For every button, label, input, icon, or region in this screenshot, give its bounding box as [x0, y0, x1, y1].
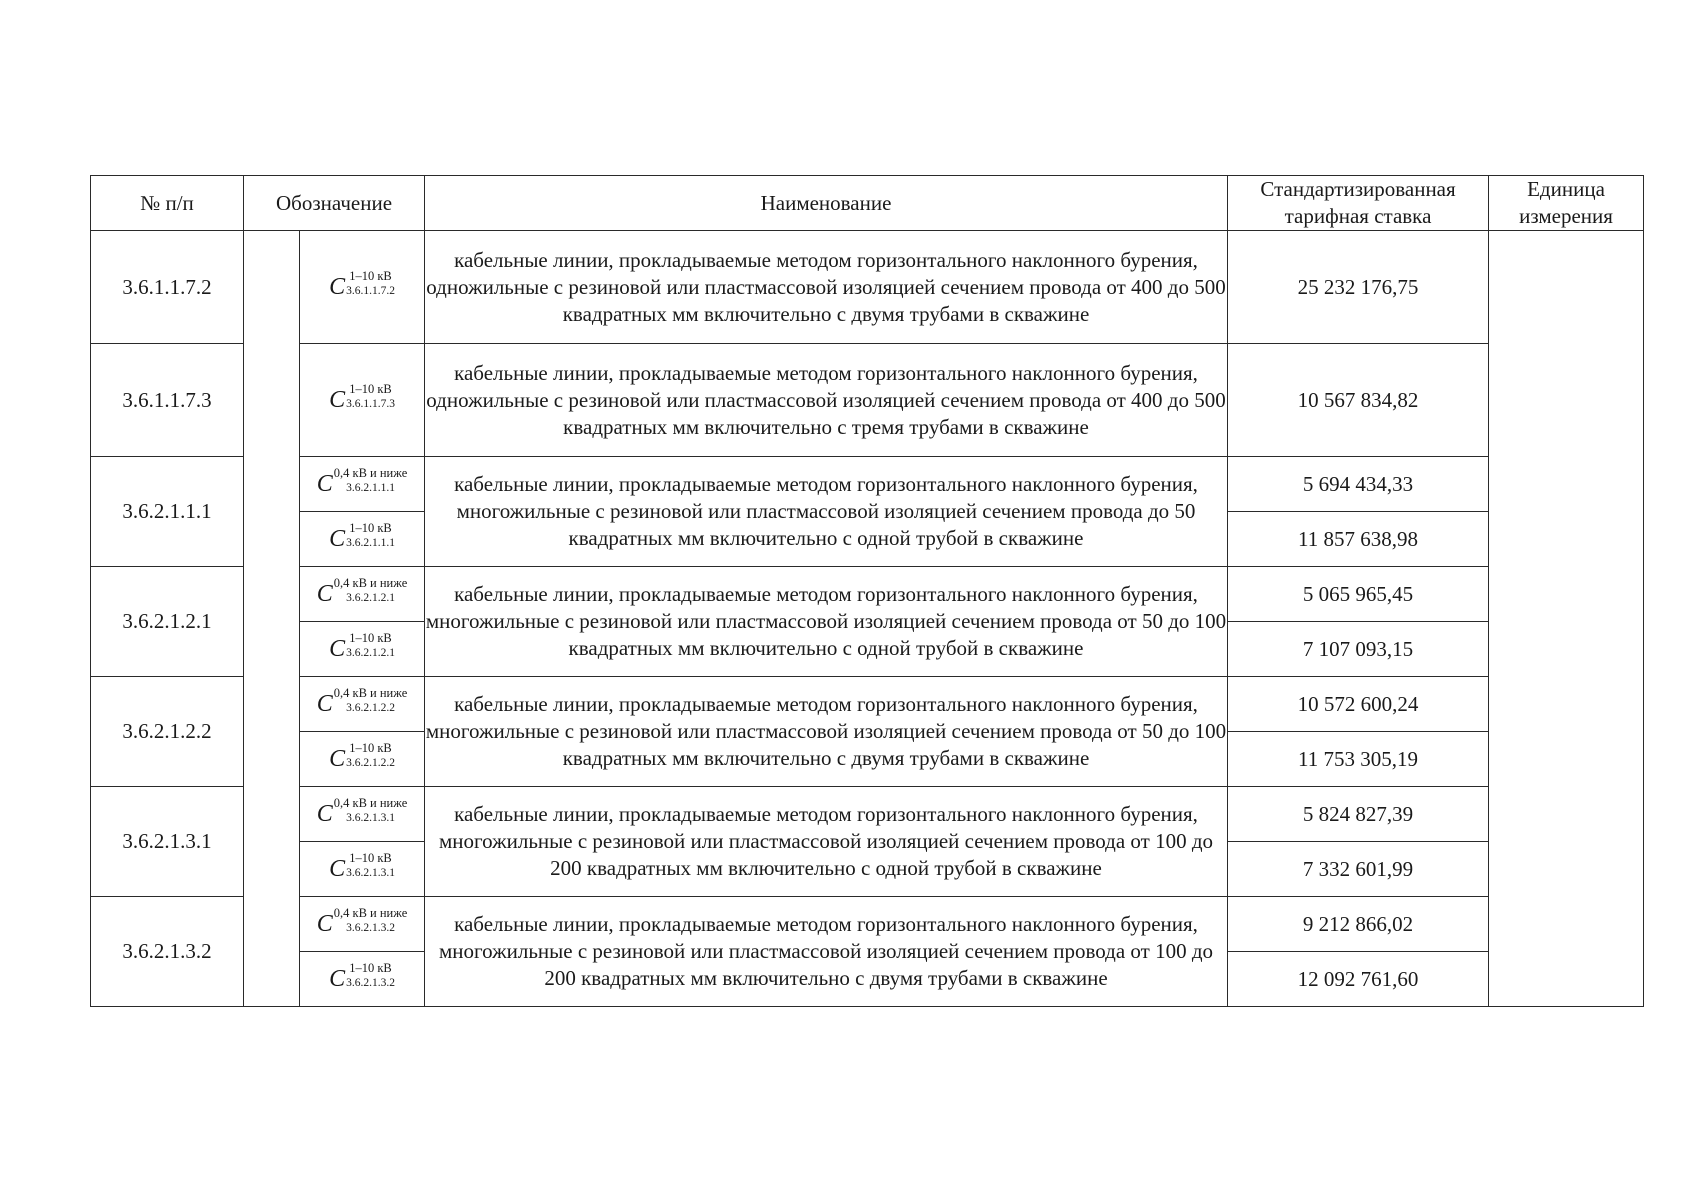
designation-symbol: [300, 677, 425, 732]
tariff-rate: 7 107 093,15: [1228, 622, 1489, 677]
designation-symbol: [300, 457, 425, 512]
symbol-subscript: 3.6.2.1.2.2: [346, 756, 395, 769]
header-unit: Единица измерения: [1489, 176, 1644, 231]
symbol-superscript: 1–10 кВ: [349, 850, 392, 865]
row-description: кабельные линии, прокладываемые методом горизонтального наклонного бурения, одножильные с резиновой или пластмассовой изоляцией сечением провода от 400 до 500 квадратных мм включительно с тремя трубами в скважине: [425, 344, 1228, 457]
symbol-superscript: 1–10 кВ: [349, 960, 392, 975]
table-row: [91, 457, 1644, 512]
designation-symbol: [300, 622, 425, 677]
symbol-subscript: 3.6.2.1.2.1: [346, 591, 395, 604]
table-row: [91, 567, 1644, 622]
symbol-letter: C: [329, 386, 346, 413]
row-description: кабельные линии, прокладываемые методом горизонтального наклонного бурения, многожильные с резиновой или пластмассовой изоляцией сечением провода от 50 до 100 квадратных мм включительно с одной трубой в скважине: [425, 567, 1228, 677]
symbol-letter: C: [316, 580, 333, 607]
symbol-letter: C: [329, 745, 346, 772]
table-body: [91, 231, 1644, 1007]
symbol-superscript: 1–10 кВ: [349, 630, 392, 645]
header-row: [91, 176, 1644, 231]
tariff-rate: 11 857 638,98: [1228, 512, 1489, 567]
symbol-superscript: 1–10 кВ: [349, 740, 392, 755]
symbol-letter: C: [329, 965, 346, 992]
row-description: кабельные линии, прокладываемые методом горизонтального наклонного бурения, многожильные с резиновой или пластмассовой изоляцией сечением провода от 50 до 100 квадратных мм включительно с двумя трубами в скважине: [425, 677, 1228, 787]
row-number: 3.6.2.1.1.1: [91, 457, 244, 567]
symbol-superscript: 0,4 кВ и ниже: [333, 795, 408, 810]
tariff-rate: 5 694 434,33: [1228, 457, 1489, 512]
symbol-letter: C: [316, 910, 333, 937]
row-number: 3.6.1.1.7.2: [91, 231, 244, 344]
header-num: № п/п: [91, 176, 244, 231]
table-row: [91, 677, 1644, 732]
header-rate: Стандартизированная тарифная ставка: [1228, 176, 1489, 231]
row-description: кабельные линии, прокладываемые методом горизонтального наклонного бурения, многожильные с резиновой или пластмассовой изоляцией сечением провода от 100 до 200 квадратных мм включительно с одной трубой в скважине: [425, 787, 1228, 897]
header-name: Наименование: [425, 176, 1228, 231]
symbol-subscript: 3.6.1.1.7.2: [346, 284, 395, 297]
row-number: 3.6.2.1.3.2: [91, 897, 244, 1007]
tariff-rate: 9 212 866,02: [1228, 897, 1489, 952]
symbol-superscript: 0,4 кВ и ниже: [333, 685, 408, 700]
row-number: 3.6.2.1.3.1: [91, 787, 244, 897]
tariff-rate: 11 753 305,19: [1228, 732, 1489, 787]
symbol-letter: C: [316, 690, 333, 717]
symbol-letter: C: [329, 635, 346, 662]
row-number: 3.6.2.1.2.1: [91, 567, 244, 677]
table-row: [91, 344, 1644, 457]
symbol-subscript: 3.6.2.1.3.1: [346, 811, 395, 824]
row-number: 3.6.2.1.2.2: [91, 677, 244, 787]
symbol-superscript: 0,4 кВ и ниже: [333, 905, 408, 920]
tariff-rate: 10 572 600,24: [1228, 677, 1489, 732]
symbol-letter: C: [329, 855, 346, 882]
row-description: кабельные линии, прокладываемые методом горизонтального наклонного бурения, многожильные с резиновой или пластмассовой изоляцией сечением провода от 100 до 200 квадратных мм включительно с двумя трубами в скважине: [425, 897, 1228, 1007]
row-number: 3.6.1.1.7.3: [91, 344, 244, 457]
table-row: [91, 231, 1644, 344]
designation-symbol: [300, 732, 425, 787]
designation-symbol: [300, 842, 425, 897]
header-designation: Обозначение: [244, 176, 425, 231]
tariff-rate: 10 567 834,82: [1228, 344, 1489, 457]
tariff-rate: 5 065 965,45: [1228, 567, 1489, 622]
symbol-letter: C: [316, 800, 333, 827]
table-row: [91, 787, 1644, 842]
tariff-rate: 12 092 761,60: [1228, 952, 1489, 1007]
symbol-subscript: 3.6.2.1.2.2: [346, 701, 395, 714]
tariff-rate: 7 332 601,99: [1228, 842, 1489, 897]
designation-symbol: [300, 231, 425, 344]
designation-symbol: [300, 787, 425, 842]
symbol-superscript: 0,4 кВ и ниже: [333, 575, 408, 590]
symbol-subscript: 3.6.2.1.3.2: [346, 976, 395, 989]
symbol-subscript: 3.6.2.1.1.1: [346, 536, 395, 549]
symbol-subscript: 3.6.2.1.3.2: [346, 921, 395, 934]
designation-symbol: [300, 344, 425, 457]
designation-symbol: [300, 952, 425, 1007]
symbol-letter: C: [329, 525, 346, 552]
designation-symbol: [300, 567, 425, 622]
symbol-letter: C: [329, 273, 346, 300]
tariff-rate: 5 824 827,39: [1228, 787, 1489, 842]
symbol-superscript: 0,4 кВ и ниже: [333, 465, 408, 480]
symbol-subscript: 3.6.2.1.3.1: [346, 866, 395, 879]
tariff-table: [90, 175, 1644, 1007]
designation-group-column: [244, 231, 300, 1007]
row-description: кабельные линии, прокладываемые методом горизонтального наклонного бурения, многожильные с резиновой или пластмассовой изоляцией сечением провода до 50 квадратных мм включительно с одной трубой в скважине: [425, 457, 1228, 567]
designation-symbol: [300, 897, 425, 952]
symbol-superscript: 1–10 кВ: [349, 381, 392, 396]
symbol-superscript: 1–10 кВ: [349, 268, 392, 283]
unit-column: [1489, 231, 1644, 1007]
symbol-subscript: 3.6.1.1.7.3: [346, 397, 395, 410]
tariff-rate: 25 232 176,75: [1228, 231, 1489, 344]
row-description: кабельные линии, прокладываемые методом горизонтального наклонного бурения, одножильные с резиновой или пластмассовой изоляцией сечением провода от 400 до 500 квадратных мм включительно с двумя трубами в скважине: [425, 231, 1228, 344]
table-row: [91, 897, 1644, 952]
symbol-letter: C: [316, 470, 333, 497]
designation-symbol: [300, 512, 425, 567]
symbol-subscript: 3.6.2.1.2.1: [346, 646, 395, 659]
symbol-subscript: 3.6.2.1.1.1: [346, 481, 395, 494]
symbol-superscript: 1–10 кВ: [349, 520, 392, 535]
